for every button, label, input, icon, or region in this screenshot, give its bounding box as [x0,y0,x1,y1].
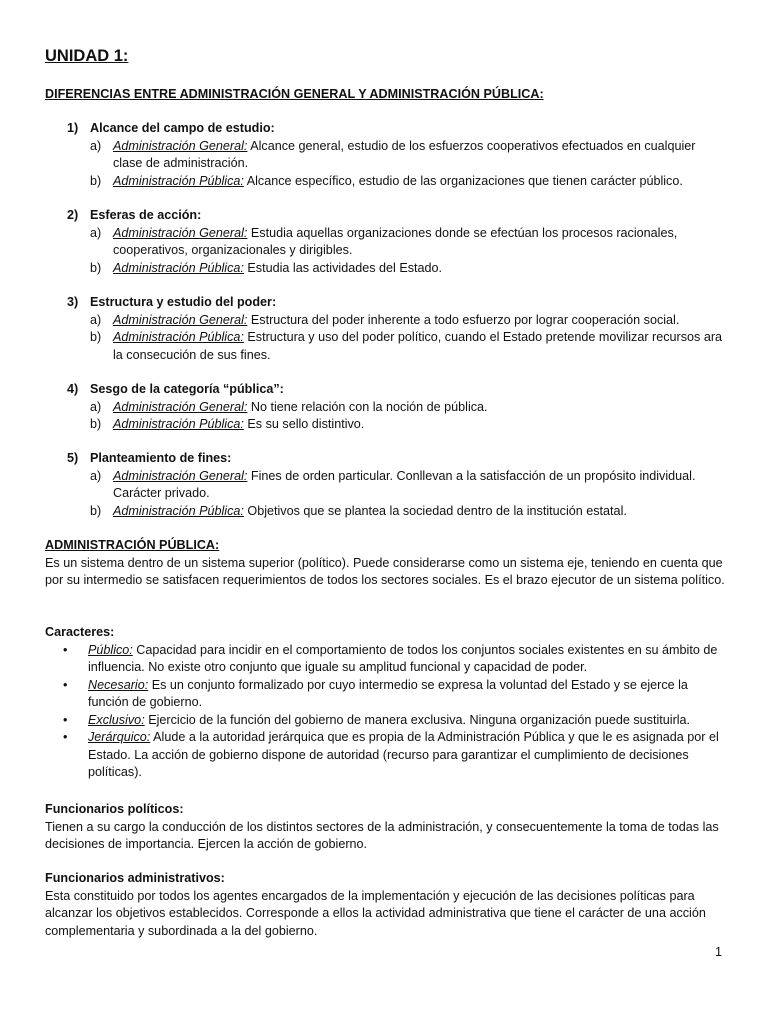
section-4 [45,381,725,434]
list-item [45,173,725,191]
item-description: Es un conjunto formalizado por cuyo intermedio se expresa la voluntad del Estado y se ejerce la función de gobierno. [88,677,688,709]
item-term: Administración Pública: [113,173,244,188]
item-term: Administración General: [113,138,248,153]
section-heading: ADMINISTRACIÓN PÚBLICA: [45,538,220,552]
bullet-item [45,729,725,782]
item-description: Estructura y uso del poder político, cuando el Estado pretende movilizar recursos ara la consecución de sus fines. [113,330,723,362]
item-description: Ejercicio de la función del gobierno de manera exclusiva. Ninguna organización puede sustituirla. [144,712,691,727]
section-heading: Funcionarios políticos: [45,802,184,816]
paragraph: Es un sistema dentro de un sistema superior (político). Puede considerarse como un sistema eje, teniendo en cuenta que por su intermedio se satisfacen requerimientos de todos los sectores sociales. Es el brazo ejecutor de un sistema político. [45,555,725,587]
list-item [45,138,725,173]
item-term: Necesario: [88,677,149,692]
item-description: Fines de orden particular. Conllevan a la satisfacción de un propósito individual. Carácter privado. [113,468,696,500]
section-title: Sesgo de la categoría “pública”: [90,382,284,396]
item-description: Estudia las actividades del Estado. [243,260,443,275]
item-letter: a) [90,468,102,483]
bullet-text [88,677,725,712]
section-heading: Caracteres: [45,625,115,639]
item-text [113,260,725,278]
item-description: Estructura del poder inherente a todo esfuerzo por lograr cooperación social. [247,312,680,327]
item-text [113,399,725,417]
section-heading [45,294,725,312]
item-text [113,312,725,330]
item-letter: a) [90,312,102,327]
item-letter: a) [90,399,102,414]
item-description: Es su sello distintivo. [243,417,365,431]
item-term: Administración General: [113,399,248,414]
section-number: 2) [67,208,79,222]
bullet-text [88,712,725,730]
item-text [113,225,725,260]
section-number: 3) [67,295,79,309]
caracteres-section [45,624,725,782]
section-title: Esferas de acción: [90,208,202,222]
bullet-text [88,729,725,782]
paragraph: Esta constituido por todos los agentes encargados de la implementación y ejecución de las decisiones políticas para alcanzar los objetivos establecidos. Corresponde a ellos la actividad administrativa que tiene el carácter de una acción complementaria y subordinada a la del gobierno. [45,888,706,938]
bullet-item [45,712,725,730]
section-5 [45,450,725,520]
funcionarios-administrativos-section [45,870,725,940]
section-heading [45,120,725,138]
item-description: Alcance general, estudio de los esfuerzos cooperativos efectuados en cualquier clase de administración. [113,138,696,170]
item-term: Administración Pública: [113,330,244,344]
list-item [45,329,725,364]
document-subtitle: DIFERENCIAS ENTRE ADMINISTRACIÓN GENERAL Y ADMINISTRACIÓN PÚBLICA: [45,87,544,101]
item-term: Jerárquico: [88,730,151,744]
item-letter: b) [90,417,102,431]
section-number: 5) [67,451,79,465]
section-1 [45,120,725,190]
bullet-text [88,642,725,677]
section-title: Estructura y estudio del poder: [90,295,277,309]
item-description: Capacidad para incidir en el comportamiento de todos los conjuntos sociales existentes en su ámbito de influencia. No existe otro conjunto que iguale su amplitud funcional y capacidad de poder. [88,642,718,674]
section-title: Planteamiento de fines: [90,451,232,465]
item-text [113,503,725,521]
section-heading [45,450,725,468]
item-letter: a) [90,225,102,240]
page-title: UNIDAD 1: [45,47,129,65]
bullet-item [45,677,725,712]
item-term: Público: [88,642,133,657]
bullet-icon: • [63,642,68,657]
funcionarios-politicos-section [45,801,725,854]
item-term: Administración General: [113,312,248,327]
list-item [45,312,725,330]
item-letter: b) [90,173,102,188]
item-term: Administración Pública: [113,417,244,431]
item-term: Administración General: [113,468,248,483]
section-number: 4) [67,382,79,396]
list-item [45,416,725,434]
item-text [113,329,725,364]
item-description: Alude a la autoridad jerárquica que es propia de la Administración Pública y que le es asignada por el Estado. La acción de gobierno dispone de autoridad (recurso para garantizar el cumplimiento de decisiones políticas). [88,730,719,779]
section-3 [45,294,725,364]
item-letter: b) [90,260,102,275]
section-title: Alcance del campo de estudio: [90,121,275,135]
section-heading: Funcionarios administrativos: [45,871,225,885]
list-item [45,503,725,521]
item-text [113,468,725,503]
item-text [113,416,725,434]
item-description: Alcance específico, estudio de las organizaciones que tienen carácter público. [243,173,683,188]
section-heading [45,207,725,225]
item-letter: b) [90,503,102,518]
list-item [45,468,725,503]
item-term: Administración Pública: [113,503,244,518]
list-item [45,225,725,260]
bullet-icon: • [63,712,68,727]
bullet-item [45,642,725,677]
admin-publica-section [45,537,725,590]
item-letter: b) [90,330,102,344]
item-text [113,138,725,173]
list-item [45,399,725,417]
section-heading [45,381,725,399]
list-item [45,260,725,278]
item-term: Administración General: [113,225,248,240]
item-description: Objetivos que se plantea la sociedad dentro de la institución estatal. [243,503,627,518]
item-text [113,173,725,191]
paragraph: Tienen a su cargo la conducción de los distintos sectores de la administración, y consecuentemente la toma de todas las decisiones de importancia. Ejercen la acción de gobierno. [45,819,719,851]
item-description: Estudia aquellas organizaciones donde se efectúan los procesos racionales, cooperativos, organizacionales y dirigibles. [113,225,678,257]
item-term: Administración Pública: [113,260,244,275]
item-description: No tiene relación con la noción de pública. [247,399,488,414]
item-term: Exclusivo: [88,712,145,727]
bullet-icon: • [63,677,68,692]
bullet-icon: • [63,730,68,744]
section-2 [45,207,725,277]
section-number: 1) [67,121,79,135]
page-number: 1 [715,945,723,959]
item-letter: a) [90,138,102,153]
